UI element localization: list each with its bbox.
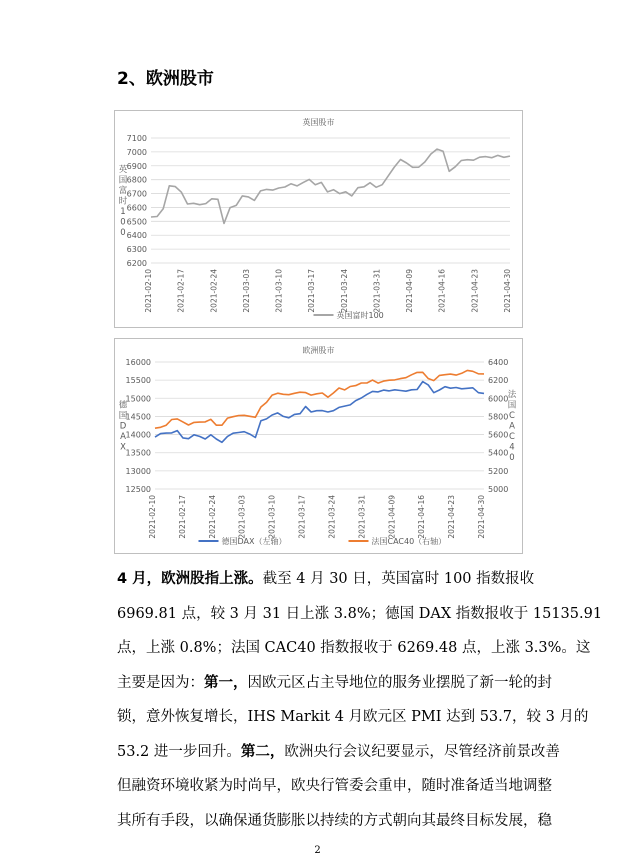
y2-axis-label: 法国 C A C 4 0 bbox=[507, 390, 517, 463]
series-line bbox=[155, 382, 484, 443]
x-tick-label: 2021-03-10 bbox=[267, 495, 277, 539]
series-line bbox=[155, 370, 484, 428]
x-tick-label: 2021-04-09 bbox=[405, 269, 415, 313]
x-tick-label: 2021-03-10 bbox=[274, 269, 284, 313]
paragraph-line bbox=[117, 700, 589, 735]
uk-stock-chart bbox=[115, 111, 522, 327]
y2-tick-label: 6000 bbox=[488, 394, 509, 404]
body-paragraph bbox=[117, 562, 603, 838]
x-tick-label: 2021-03-31 bbox=[372, 269, 382, 313]
x-tick-label: 2021-04-16 bbox=[417, 495, 427, 539]
text-run: 欧洲央行会议纪要显示，尽管经济前景改善 bbox=[284, 743, 560, 760]
text-run: 53.2 进一步回升。 bbox=[117, 743, 241, 760]
text-run: 主要是因为： bbox=[117, 674, 204, 691]
bold-text: 4 月，欧洲股指上涨。 bbox=[117, 571, 263, 587]
text-run: 截至 4 月 30 日，英国富时 100 指数报收 bbox=[262, 571, 535, 587]
text-run: 因欧元区占主导地位的服务业摆脱了新一轮的封 bbox=[247, 674, 552, 691]
x-tick-label: 2021-02-17 bbox=[176, 269, 186, 313]
x-tick-label: 2021-03-17 bbox=[297, 495, 307, 539]
y2-tick-label: 5800 bbox=[488, 412, 509, 422]
legend-label: 法国CAC40（右轴） bbox=[371, 537, 447, 546]
x-tick-label: 2021-03-31 bbox=[357, 495, 367, 539]
x-tick-label: 2021-03-17 bbox=[307, 269, 317, 313]
chart-title: 欧洲股市 bbox=[302, 346, 335, 355]
x-tick-label: 2021-02-17 bbox=[177, 495, 187, 539]
x-tick-label: 2021-03-24 bbox=[327, 495, 337, 539]
text-run: 但融资环境收紧为时尚早，欧央行管委会重申，随时准备适当地调整 bbox=[117, 778, 552, 794]
y2-tick-label: 6200 bbox=[488, 376, 509, 386]
x-tick-label: 2021-04-23 bbox=[470, 269, 480, 313]
x-tick-label: 2021-03-03 bbox=[237, 495, 247, 539]
y-tick-label: 14000 bbox=[125, 430, 151, 440]
y2-tick-label: 5000 bbox=[488, 485, 509, 494]
paragraph-line bbox=[117, 562, 547, 597]
y-tick-label: 15000 bbox=[125, 394, 151, 404]
y2-tick-label: 5600 bbox=[488, 430, 509, 440]
y-tick-label: 12500 bbox=[125, 485, 151, 494]
europe-stock-chart bbox=[115, 339, 522, 553]
section-heading: 2、欧洲股市 bbox=[117, 69, 214, 89]
x-tick-label: 2021-02-10 bbox=[144, 269, 153, 313]
x-tick-label: 2021-02-10 bbox=[148, 495, 157, 539]
x-tick-label: 2021-03-24 bbox=[339, 269, 349, 313]
x-tick-label: 2021-04-23 bbox=[447, 495, 457, 539]
paragraph-line bbox=[117, 769, 552, 804]
text-run: 锁，意外恢复增长，IHS Markit 4 月欧元区 PMI 达到 53.7，较 3 月的 bbox=[117, 709, 589, 725]
page-number: 2 bbox=[314, 845, 321, 856]
y-tick-label: 6800 bbox=[126, 175, 147, 185]
paragraph-line bbox=[117, 666, 552, 701]
y-tick-label: 13500 bbox=[125, 448, 151, 458]
x-tick-label: 2021-02-24 bbox=[207, 495, 217, 539]
y2-tick-label: 5400 bbox=[488, 448, 509, 458]
y-tick-label: 14500 bbox=[125, 412, 151, 422]
y-tick-label: 6500 bbox=[126, 217, 147, 227]
paragraph-line bbox=[117, 804, 552, 839]
x-tick-label: 2021-04-09 bbox=[387, 495, 397, 539]
x-tick-label: 2021-03-03 bbox=[241, 269, 251, 313]
y-tick-label: 6600 bbox=[126, 203, 147, 213]
y-tick-label: 13000 bbox=[125, 466, 151, 476]
y-tick-label: 6900 bbox=[126, 161, 147, 171]
europe-chart-panel bbox=[114, 338, 523, 554]
paragraph-line bbox=[117, 631, 591, 666]
y-tick-label: 15500 bbox=[125, 376, 151, 386]
legend-label: 英国富时100 bbox=[336, 311, 384, 320]
y2-tick-label: 6400 bbox=[488, 358, 509, 367]
paragraph-line bbox=[117, 597, 603, 632]
y-axis-label: 英国富时 1 0 0 bbox=[118, 165, 128, 238]
y-tick-label: 6700 bbox=[126, 189, 147, 199]
x-tick-label: 2021-04-16 bbox=[437, 269, 447, 313]
y-tick-label: 7100 bbox=[126, 134, 147, 143]
y-tick-label: 6200 bbox=[126, 259, 147, 268]
y-axis-label: 德国 D A X bbox=[118, 400, 128, 453]
x-tick-label: 2021-04-30 bbox=[503, 269, 512, 313]
legend-label: 德国DAX（左轴） bbox=[221, 537, 287, 546]
y-tick-label: 16000 bbox=[125, 358, 151, 367]
x-tick-label: 2021-02-24 bbox=[209, 269, 219, 313]
paragraph-line bbox=[117, 735, 560, 770]
y2-tick-label: 5200 bbox=[488, 466, 509, 476]
y-tick-label: 7000 bbox=[126, 147, 147, 157]
text-run: 点，上涨 0.8%；法国 CAC40 指数报收于 6269.48 点，上涨 3.3%。这 bbox=[117, 640, 591, 656]
bold-text: 第一， bbox=[204, 674, 248, 691]
text-run: 其所有手段，以确保通货膨胀以持续的方式朝向其最终目标发展，稳 bbox=[117, 812, 552, 829]
y-tick-label: 6300 bbox=[126, 245, 147, 255]
y-tick-label: 6400 bbox=[126, 231, 147, 241]
x-tick-label: 2021-04-30 bbox=[477, 495, 486, 539]
chart-title: 英国股市 bbox=[302, 118, 335, 127]
series-line bbox=[151, 149, 510, 223]
uk-chart-panel bbox=[114, 110, 523, 328]
text-run: 6969.81 点，较 3 月 31 日上涨 3.8%；德国 DAX 指数报收于 15135.91 bbox=[117, 605, 603, 622]
bold-text: 第二， bbox=[240, 743, 285, 760]
